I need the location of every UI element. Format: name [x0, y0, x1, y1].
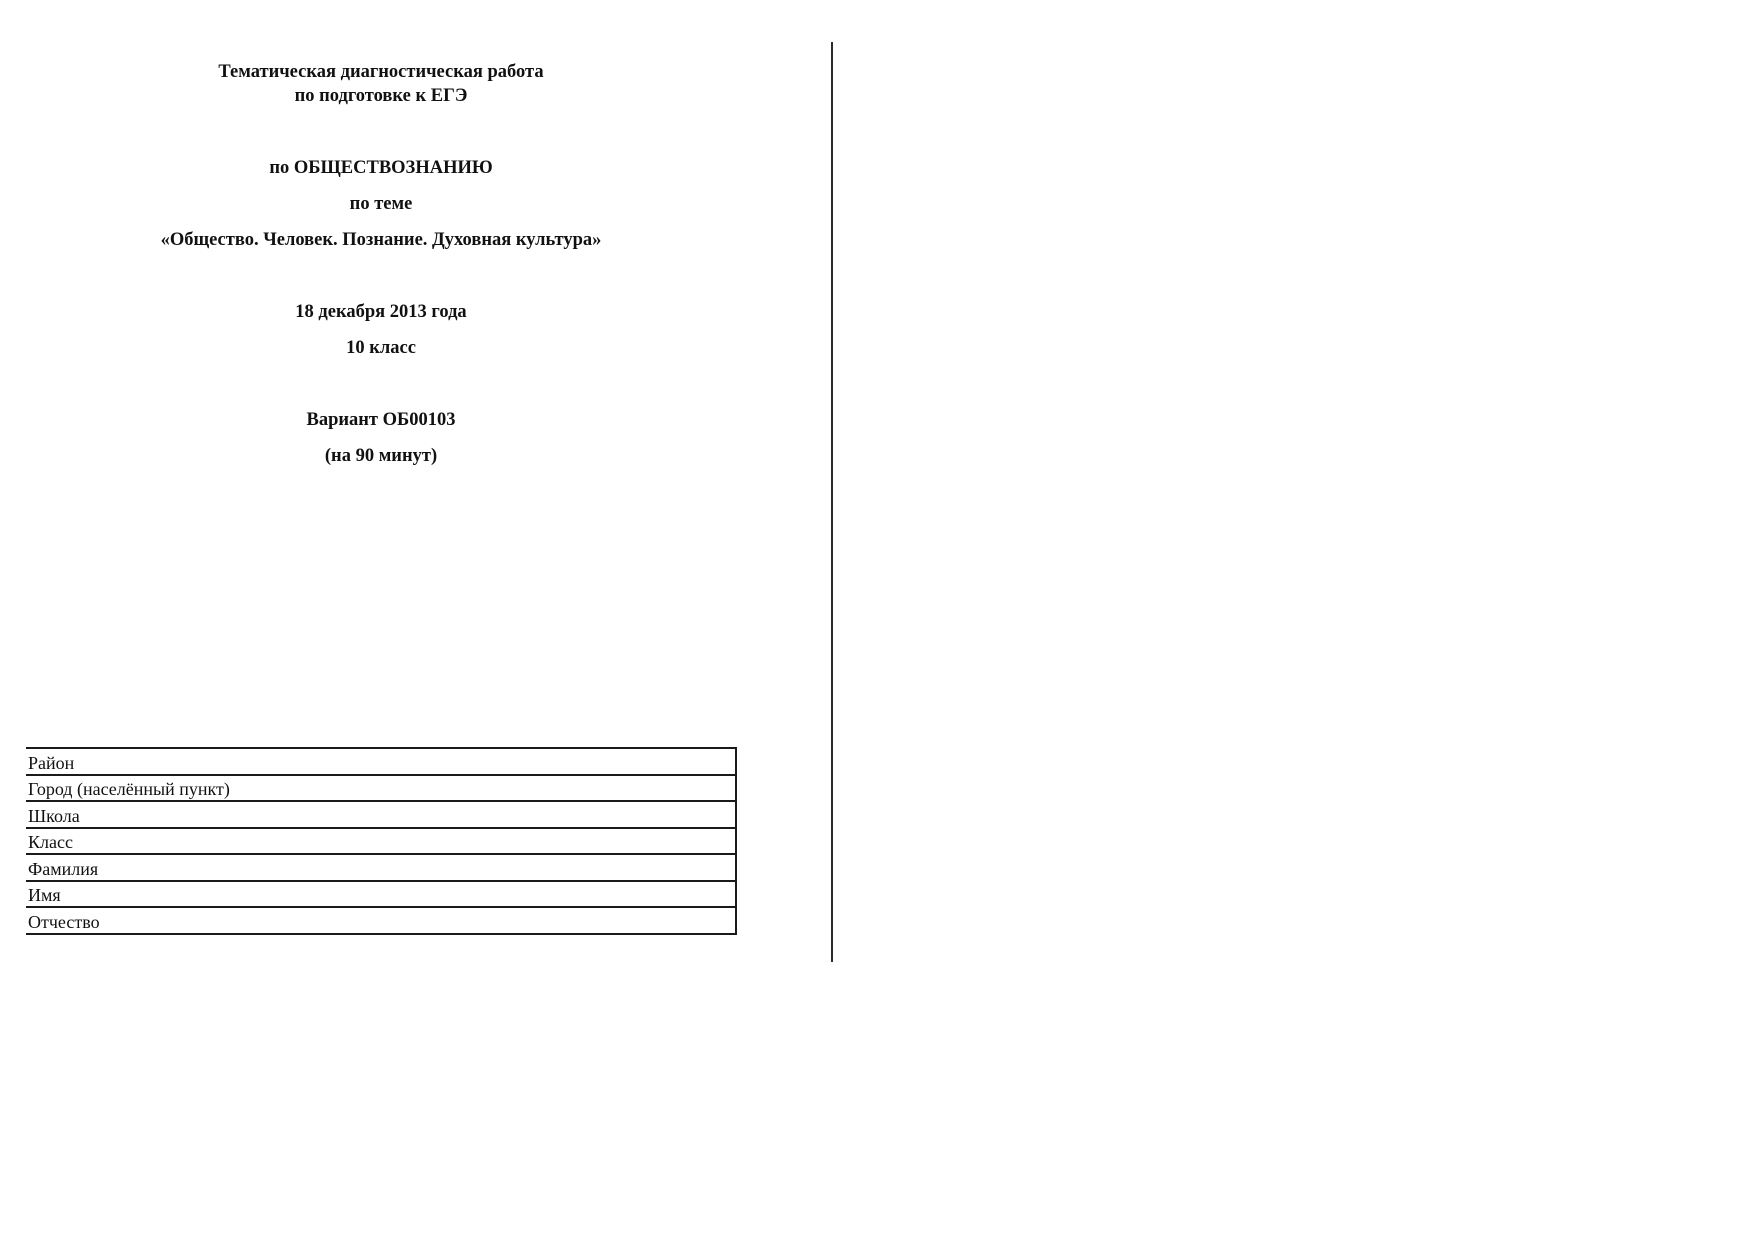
- page-fold-divider: [831, 42, 833, 962]
- topic-title: «Общество. Человек. Познание. Духовная культура»: [160, 230, 602, 250]
- topic-label: по теме: [349, 194, 413, 214]
- field-patronymic[interactable]: Отчество: [26, 907, 736, 934]
- variant-label: Вариант ОБ00103: [306, 410, 456, 430]
- exam-grade: 10 класс: [346, 338, 416, 358]
- table-row: [26, 775, 736, 802]
- field-district[interactable]: Район: [26, 748, 736, 775]
- exam-date: 18 декабря 2013 года: [295, 302, 467, 322]
- title-line-1: Тематическая диагностическая работа: [218, 62, 544, 82]
- table-row: [26, 828, 736, 855]
- table-row: [26, 801, 736, 828]
- table-row: [26, 748, 736, 775]
- table-row: [26, 907, 736, 934]
- field-city[interactable]: Город (населённый пункт): [26, 775, 736, 802]
- subject-line: по ОБЩЕСТВОЗНАНИЮ: [269, 158, 493, 178]
- variant-duration: (на 90 минут): [324, 446, 438, 466]
- field-class[interactable]: Класс: [26, 828, 736, 855]
- table-row: [26, 881, 736, 908]
- student-info-table: [26, 747, 737, 935]
- document-title: [26, 60, 736, 108]
- cover-sheet: [26, 60, 736, 468]
- field-surname[interactable]: Фамилия: [26, 854, 736, 881]
- title-line-2: по подготовке к ЕГЭ: [294, 86, 468, 106]
- table-row: [26, 854, 736, 881]
- field-first-name[interactable]: Имя: [26, 881, 736, 908]
- field-school[interactable]: Школа: [26, 801, 736, 828]
